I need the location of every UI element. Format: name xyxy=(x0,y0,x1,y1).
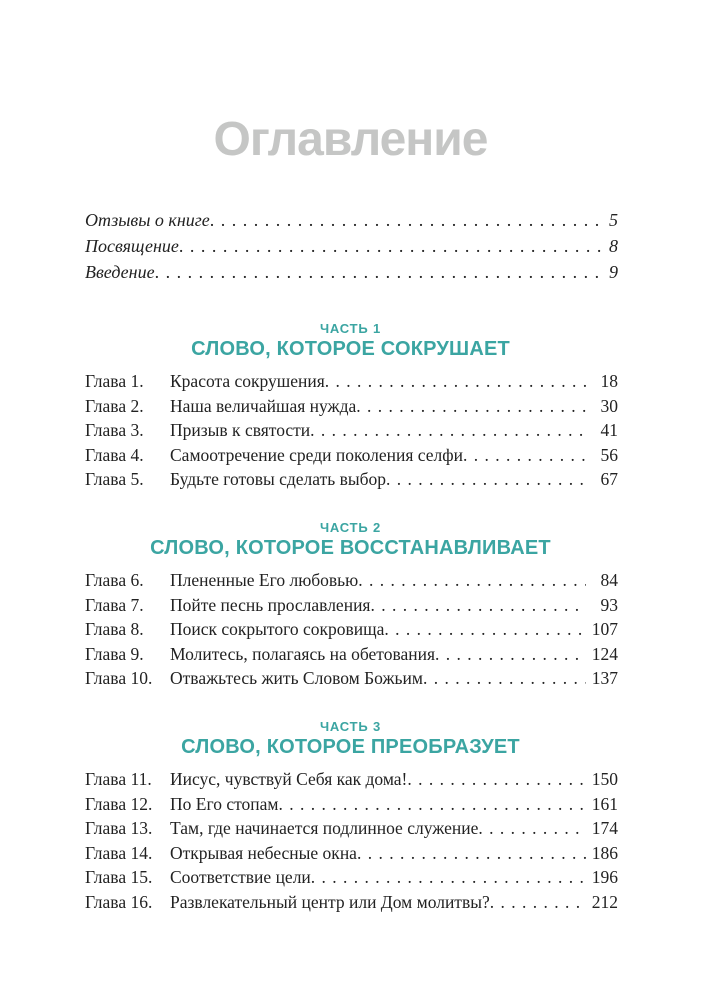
chapter-title: Самоотречение среди поколения селфи xyxy=(170,444,463,465)
part-3-section xyxy=(0,719,701,915)
toc-entry-front-matter xyxy=(85,207,618,233)
part-1-heading xyxy=(0,321,701,361)
dot-leader xyxy=(356,394,586,419)
dot-leader xyxy=(155,259,604,285)
chapter-label: Глава 6. xyxy=(85,569,144,590)
part-3-heading xyxy=(0,719,701,759)
toc-entry xyxy=(85,666,618,691)
page-number: 56 xyxy=(600,444,618,465)
chapter-label: Глава 5. xyxy=(85,469,144,490)
page-number: 18 xyxy=(600,371,618,391)
part-title: СЛОВО, КОТОРОЕ СОКРУШАЕТ xyxy=(191,338,510,360)
chapter-label: Глава 8. xyxy=(85,619,144,640)
chapter-label: Глава 12. xyxy=(85,793,153,814)
chapter-title: Призыв к святости xyxy=(170,420,311,441)
page-number: 186 xyxy=(591,842,618,863)
toc-entry xyxy=(85,642,618,667)
page-number: 84 xyxy=(600,569,618,590)
page-number: 93 xyxy=(600,594,618,615)
toc-entry xyxy=(85,418,618,443)
dot-leader xyxy=(179,233,604,259)
page-number: 124 xyxy=(591,643,618,664)
dot-leader xyxy=(278,792,586,817)
chapter-title: Будьте готовы сделать выбор xyxy=(170,469,387,490)
chapter-title: Молитесь, полагаясь на обетования xyxy=(170,643,436,664)
page-title: Оглавление xyxy=(213,113,488,166)
chapter-label: Глава 14. xyxy=(85,842,153,863)
page-number: 212 xyxy=(591,891,618,912)
toc-entry xyxy=(85,467,618,492)
dot-leader xyxy=(384,617,586,642)
chapter-label: Глава 9. xyxy=(85,643,144,664)
part-label: ЧАСТЬ 1 xyxy=(320,321,381,336)
chapter-label: Глава 10. xyxy=(85,668,153,689)
chapter-title: Пойте песнь прославления xyxy=(170,594,371,615)
dot-leader xyxy=(478,816,586,841)
dot-leader xyxy=(311,865,586,890)
page-number: 107 xyxy=(591,619,618,640)
chapter-title: Иисус, чувствуй Себя как дома! xyxy=(170,768,408,789)
dot-leader xyxy=(435,642,586,667)
part-2-heading xyxy=(0,520,701,560)
toc-entry-front-matter xyxy=(85,259,618,285)
chapter-label: Глава 13. xyxy=(85,818,153,839)
chapter-label: Глава 3. xyxy=(85,420,144,441)
dot-leader xyxy=(358,568,586,593)
page-number: 41 xyxy=(600,420,618,441)
front-matter-list xyxy=(85,207,618,285)
dot-leader xyxy=(463,443,586,468)
chapter-label: Глава 1. xyxy=(85,371,144,391)
dot-leader xyxy=(310,418,586,443)
chapter-title: Наша величайшая нужда xyxy=(170,395,357,416)
chapter-label: Глава 4. xyxy=(85,444,144,465)
toc-entry xyxy=(85,767,618,792)
chapter-title: Красота сокрушения xyxy=(170,371,325,391)
toc-entry-front-matter xyxy=(85,233,618,259)
dot-leader xyxy=(370,593,586,618)
chapter-title: Поиск сокрытого сокровища xyxy=(170,619,385,640)
chapter-title: Там, где начинается подлинное служение xyxy=(170,818,479,839)
toc-entry xyxy=(85,816,618,841)
part-3-chapter-list xyxy=(85,767,618,915)
toc-entry xyxy=(85,841,618,866)
part-1-section xyxy=(0,321,701,492)
chapter-label: Глава 11. xyxy=(85,768,152,789)
page-number: 137 xyxy=(591,668,618,689)
part-2-chapter-list xyxy=(85,568,618,691)
chapter-label: Глава 15. xyxy=(85,867,153,888)
page-number: 150 xyxy=(591,768,618,789)
chapter-title: Развлекательный центр или Дом молитвы? xyxy=(170,891,490,912)
toc-entry xyxy=(85,865,618,890)
dot-leader xyxy=(386,467,586,492)
dot-leader xyxy=(423,666,586,691)
chapter-label: Глава 7. xyxy=(85,594,144,615)
toc-entry xyxy=(85,568,618,593)
entry-title: Отзывы о книге xyxy=(85,210,210,230)
part-title: СЛОВО, КОТОРОЕ ВОССТАНАВЛИВАЕТ xyxy=(150,536,551,559)
page-number: 30 xyxy=(600,395,618,416)
dot-leader xyxy=(210,207,604,233)
page-number: 196 xyxy=(591,867,618,888)
chapter-title: Плененные Его любовью xyxy=(170,569,359,590)
toc-entry xyxy=(85,617,618,642)
chapter-label: Глава 16. xyxy=(85,891,153,912)
chapter-title: Отважьтесь жить Словом Божьим xyxy=(170,668,423,689)
chapter-title: Соответствие цели xyxy=(170,867,311,888)
entry-title: Введение xyxy=(85,262,155,282)
toc-entry xyxy=(85,593,618,618)
page-number: 174 xyxy=(591,818,618,839)
dot-leader xyxy=(490,890,586,915)
toc-entry xyxy=(85,890,618,915)
part-2-section xyxy=(0,520,701,691)
page-number: 67 xyxy=(600,469,618,490)
toc-entry xyxy=(85,792,618,817)
dot-leader xyxy=(325,369,586,394)
part-label: ЧАСТЬ 3 xyxy=(320,718,381,734)
chapter-label: Глава 2. xyxy=(85,395,144,416)
toc-entry xyxy=(85,394,618,419)
page-number: 5 xyxy=(609,210,618,230)
part-title: СЛОВО, КОТОРОЕ ПРЕОБРАЗУЕТ xyxy=(181,735,520,758)
toc-entry xyxy=(85,369,618,394)
chapter-title: Открывая небесные окна xyxy=(170,842,357,863)
page-number: 9 xyxy=(609,262,618,282)
page-number: 161 xyxy=(591,793,618,814)
part-label: ЧАСТЬ 2 xyxy=(320,519,381,535)
dot-leader xyxy=(407,767,586,792)
page-number: 8 xyxy=(609,236,618,256)
toc-entry xyxy=(85,443,618,468)
part-1-chapter-list xyxy=(85,369,618,492)
chapter-title: По Его стопам xyxy=(170,793,279,814)
entry-title: Посвящение xyxy=(85,236,179,256)
dot-leader xyxy=(357,841,586,866)
